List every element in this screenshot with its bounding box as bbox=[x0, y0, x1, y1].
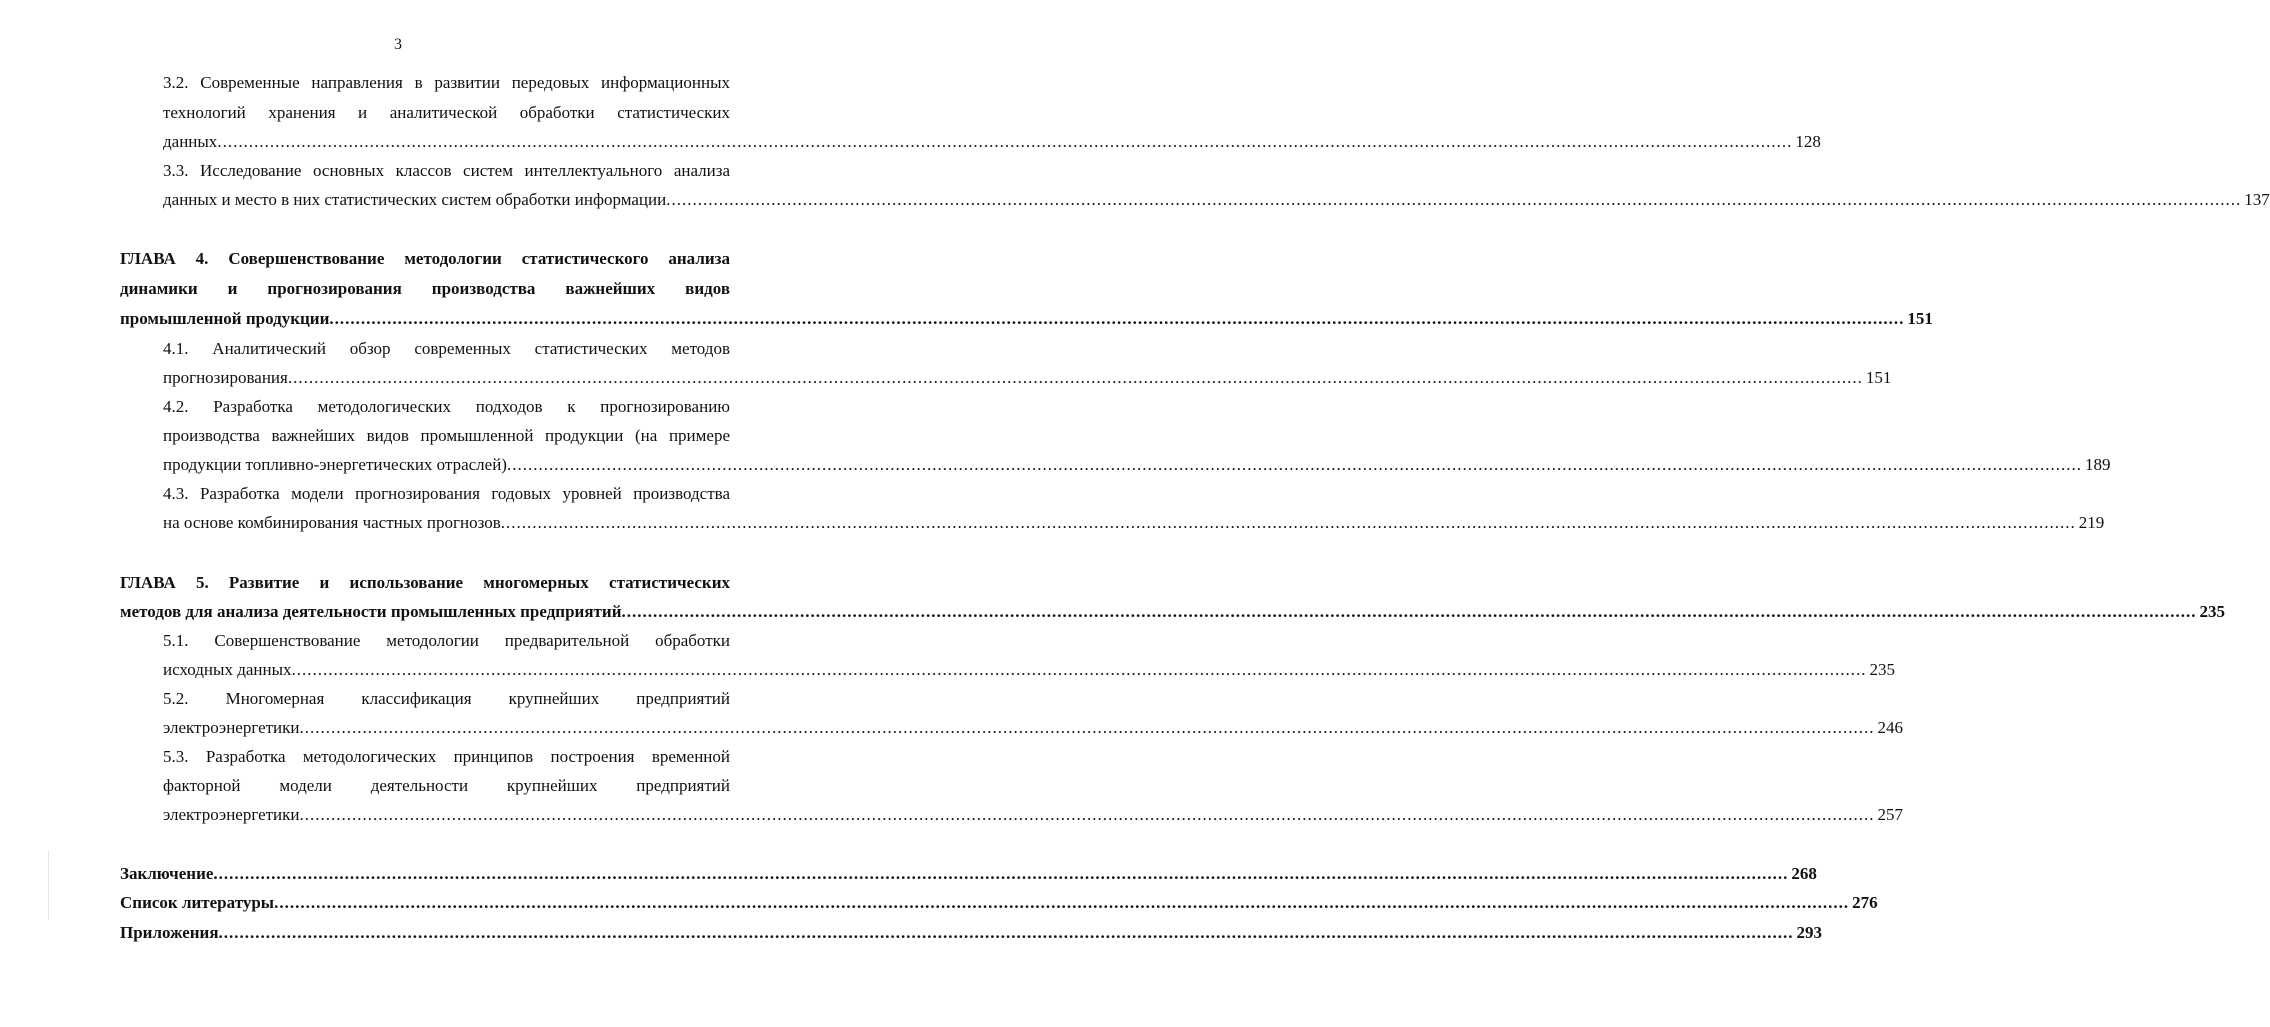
toc-entry-3-3-page: 137 bbox=[2244, 190, 2270, 209]
toc-entry-5-2-line-1: 5.2. Многомерная классификация крупнейших предприятий bbox=[163, 689, 730, 708]
toc-conclusion-text: Заключение bbox=[120, 864, 214, 883]
dot-leader: ............................................................................................................................................................................................................................................................................................................ bbox=[287, 368, 1863, 387]
chapter-4-title-line-3 bbox=[120, 308, 1933, 330]
toc-entry-5-2-text: электроэнергетики bbox=[163, 718, 300, 737]
dot-leader: ............................................................................................................................................................................................................................................................................................................ bbox=[666, 190, 2242, 209]
toc-references-text: Список литературы bbox=[120, 893, 275, 912]
toc-entry-4-2-line-3 bbox=[163, 454, 2111, 476]
dot-leader: ............................................................................................................................................................................................................................................................................................................ bbox=[274, 893, 1850, 912]
toc-entry-5-1-line-2 bbox=[163, 659, 1896, 681]
dot-leader: ............................................................................................................................................................................................................................................................................................................ bbox=[218, 923, 1794, 942]
toc-entry-4-2-text: продукции топливно-энергетических отраслей) bbox=[163, 455, 507, 474]
toc-conclusion-page: 268 bbox=[1791, 864, 1817, 883]
toc-entry-3-2-line-2: технологий хранения и аналитической обработки статистических bbox=[163, 103, 730, 122]
toc-entry-4-2-page: 189 bbox=[2084, 455, 2111, 474]
toc-entry-5-1-page: 235 bbox=[1869, 660, 1896, 679]
toc-conclusion bbox=[120, 863, 1817, 885]
toc-entry-3-2-page: 128 bbox=[1795, 132, 1821, 151]
toc-entry-5-1-line-1: 5.1. Совершенствование методологии предварительной обработки bbox=[163, 631, 730, 650]
toc-entry-5-3-text: электроэнергетики bbox=[163, 805, 300, 824]
toc-entry-5-3-page: 257 bbox=[1877, 805, 1904, 824]
dot-leader: ............................................................................................................................................................................................................................................................................................................ bbox=[329, 309, 1905, 328]
toc-entry-5-2-page: 246 bbox=[1877, 718, 1904, 737]
toc-appendices bbox=[120, 922, 1823, 944]
toc-entry-4-1-text: прогнозирования bbox=[163, 368, 288, 387]
dot-leader: ............................................................................................................................................................................................................................................................................................................ bbox=[213, 864, 1789, 883]
toc-appendices-text: Приложения bbox=[120, 923, 219, 942]
dot-leader: ............................................................................................................................................................................................................................................................................................................ bbox=[299, 718, 1875, 737]
toc-entry-3-3-line-1: 3.3. Исследование основных классов систем интеллектуального анализа bbox=[163, 161, 730, 180]
toc-references-page: 276 bbox=[1852, 893, 1878, 912]
toc-entry-3-3-text: данных и место в них статистических систем обработки информации bbox=[163, 190, 667, 209]
chapter-4-title-line-2: динамики и прогнозирования производства важнейших видов bbox=[120, 279, 730, 298]
toc-entry-3-2-line-3 bbox=[163, 131, 1821, 153]
toc-entry-4-1-line-2 bbox=[163, 367, 1892, 389]
page-number: 3 bbox=[394, 36, 402, 53]
dot-leader: ............................................................................................................................................................................................................................................................................................................ bbox=[217, 132, 1793, 151]
dot-leader: ............................................................................................................................................................................................................................................................................................................ bbox=[506, 455, 2082, 474]
toc-entry-4-1-line-1: 4.1. Аналитический обзор современных статистических методов bbox=[163, 339, 730, 358]
chapter-4-title-line-1: ГЛАВА 4. Совершенствование методологии статистического анализа bbox=[120, 249, 730, 268]
chapter-5-title-line-1: ГЛАВА 5. Развитие и использование многомерных статистических bbox=[120, 573, 730, 592]
toc-entry-4-1-page: 151 bbox=[1865, 368, 1892, 387]
toc-entry-5-1-text: исходных данных bbox=[163, 660, 292, 679]
scan-artifact bbox=[48, 850, 49, 920]
dot-leader: ............................................................................................................................................................................................................................................................................................................ bbox=[299, 805, 1875, 824]
toc-entry-4-3-text: на основе комбинирования частных прогнозов bbox=[163, 513, 501, 532]
chapter-4-page: 151 bbox=[1907, 309, 1933, 328]
toc-references bbox=[120, 892, 1878, 914]
dot-leader: ............................................................................................................................................................................................................................................................................................................ bbox=[291, 660, 1867, 679]
toc-entry-5-3-line-1: 5.3. Разработка методологических принципов построения временной bbox=[163, 747, 730, 766]
dot-leader: ............................................................................................................................................................................................................................................................................................................ bbox=[621, 602, 2197, 621]
chapter-5-page: 235 bbox=[2199, 602, 2225, 621]
toc-entry-4-3-page: 219 bbox=[2078, 513, 2105, 532]
chapter-5-text: методов для анализа деятельности промышленных предприятий bbox=[120, 602, 622, 621]
chapter-5-title-line-2 bbox=[120, 601, 2225, 623]
toc-entry-4-3-line-1: 4.3. Разработка модели прогнозирования годовых уровней производства bbox=[163, 484, 730, 503]
toc-entry-5-2-line-2 bbox=[163, 717, 1904, 739]
dot-leader: ............................................................................................................................................................................................................................................................................................................ bbox=[500, 513, 2076, 532]
toc-entry-4-3-line-2 bbox=[163, 512, 2105, 534]
toc-entry-4-2-line-1: 4.2. Разработка методологических подходов к прогнозированию bbox=[163, 397, 730, 416]
toc-entry-4-2-line-2: производства важнейших видов промышленной продукции (на примере bbox=[163, 426, 730, 445]
toc-entry-5-3-line-2: факторной модели деятельности крупнейших предприятий bbox=[163, 776, 730, 795]
toc-appendices-page: 293 bbox=[1796, 923, 1823, 942]
toc-entry-3-2-line-1: 3.2. Современные направления в развитии передовых информационных bbox=[163, 73, 730, 92]
toc-entry-5-3-line-3 bbox=[163, 804, 1904, 826]
toc-entry-3-2-text: данных bbox=[163, 132, 218, 151]
chapter-4-text: промышленной продукции bbox=[120, 309, 330, 328]
toc-entry-3-3-line-2 bbox=[163, 189, 2270, 211]
